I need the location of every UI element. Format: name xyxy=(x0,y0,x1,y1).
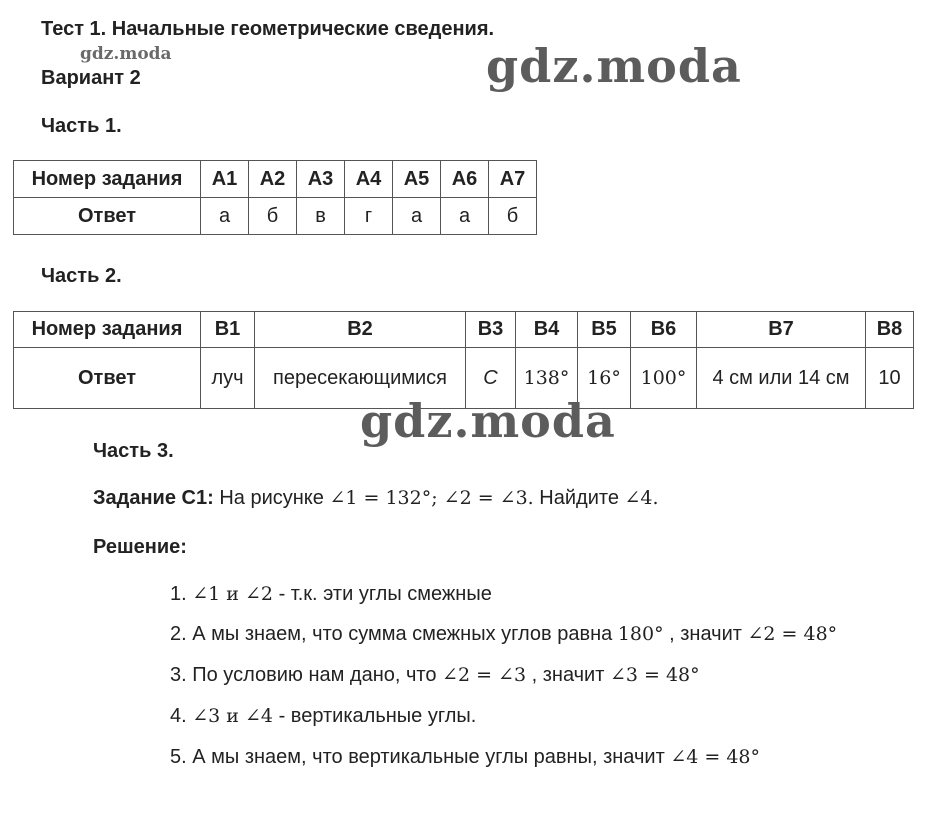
column-header: В2 xyxy=(255,312,466,348)
page-title: Тест 1. Начальные геометрические сведения. xyxy=(41,18,495,40)
task-text: На рисунке xyxy=(219,487,324,509)
solution-step xyxy=(170,623,837,646)
answer-cell: 4 см или 14 см xyxy=(697,348,866,409)
step-math: ∠2 = 48° xyxy=(747,623,838,645)
part2-heading: Часть 2. xyxy=(41,265,122,287)
step-text: - т.к. эти углы смежные xyxy=(278,583,492,605)
answer-cell: г xyxy=(345,198,393,235)
answer-cell: в xyxy=(297,198,345,235)
part1-answer-table xyxy=(13,160,537,235)
answer-cell: 100° xyxy=(631,348,697,409)
step-text: А мы знаем, что сумма смежных углов равна xyxy=(192,623,613,645)
part1-heading: Часть 1. xyxy=(41,115,122,137)
step-math: 180° xyxy=(617,623,664,645)
column-header: В4 xyxy=(516,312,578,348)
step-text: По условию нам дано, что xyxy=(192,664,437,686)
step-text: , значит xyxy=(669,623,742,645)
watermark-large-middle: gdz.moda xyxy=(360,394,616,448)
table-header-row xyxy=(14,312,914,348)
answer-cell: 138° xyxy=(516,348,578,409)
answer-cell: пересекающимися xyxy=(255,348,466,409)
step-math: ∠1 и ∠2 xyxy=(192,583,274,605)
solution-step xyxy=(170,664,700,687)
column-header: В3 xyxy=(466,312,516,348)
solution-step xyxy=(170,705,476,728)
header-label-cell: Номер задания xyxy=(14,312,201,348)
answer-cell: б xyxy=(249,198,297,235)
header-label-cell: Номер задания xyxy=(14,161,201,198)
solution-step xyxy=(170,583,492,606)
task-c1 xyxy=(93,487,659,510)
answer-cell: а xyxy=(441,198,489,235)
answer-cell: луч xyxy=(201,348,255,409)
column-header: А2 xyxy=(249,161,297,198)
task-condition: ∠1 = 132°; ∠2 = ∠3. xyxy=(329,487,534,509)
table-header-row xyxy=(14,161,537,198)
solution-heading: Решение: xyxy=(93,536,187,558)
step-number: 4. xyxy=(170,705,187,727)
step-text: А мы знаем, что вертикальные углы равны, значит xyxy=(192,746,665,768)
column-header: А1 xyxy=(201,161,249,198)
task-label: Задание С1: xyxy=(93,487,214,509)
task-target: ∠4. xyxy=(624,487,659,509)
column-header: В8 xyxy=(866,312,914,348)
step-math: ∠3 = 48° xyxy=(609,664,700,686)
column-header: А4 xyxy=(345,161,393,198)
watermark-small: gdz.moda xyxy=(80,44,172,64)
answer-cell: а xyxy=(393,198,441,235)
step-math: ∠3 и ∠4 xyxy=(192,705,274,727)
column-header: А3 xyxy=(297,161,345,198)
column-header: А7 xyxy=(489,161,537,198)
column-header: В1 xyxy=(201,312,255,348)
answer-cell: 16° xyxy=(578,348,631,409)
answer-cell: а xyxy=(201,198,249,235)
task-text: Найдите xyxy=(539,487,619,509)
answer-cell: б xyxy=(489,198,537,235)
column-header: В5 xyxy=(578,312,631,348)
answer-cell: 10 xyxy=(866,348,914,409)
answer-cell: C xyxy=(466,348,516,409)
answer-label-cell: Ответ xyxy=(14,348,201,409)
column-header: В7 xyxy=(697,312,866,348)
step-number: 3. xyxy=(170,664,187,686)
answer-label-cell: Ответ xyxy=(14,198,201,235)
solution-step xyxy=(170,746,760,769)
step-math: ∠4 = 48° xyxy=(670,746,760,768)
step-text: , значит xyxy=(531,664,605,686)
column-header: В6 xyxy=(631,312,697,348)
column-header: А5 xyxy=(393,161,441,198)
table-answer-row xyxy=(14,198,537,235)
column-header: А6 xyxy=(441,161,489,198)
step-number: 2. xyxy=(170,623,187,645)
step-number: 5. xyxy=(170,746,187,768)
watermark-large-top: gdz.moda xyxy=(486,39,742,93)
step-math: ∠2 = ∠3 xyxy=(442,664,527,686)
step-number: 1. xyxy=(170,583,187,605)
step-text: - вертикальные углы. xyxy=(278,705,477,727)
part3-heading: Часть 3. xyxy=(93,440,174,462)
variant-label: Вариант 2 xyxy=(41,67,141,89)
